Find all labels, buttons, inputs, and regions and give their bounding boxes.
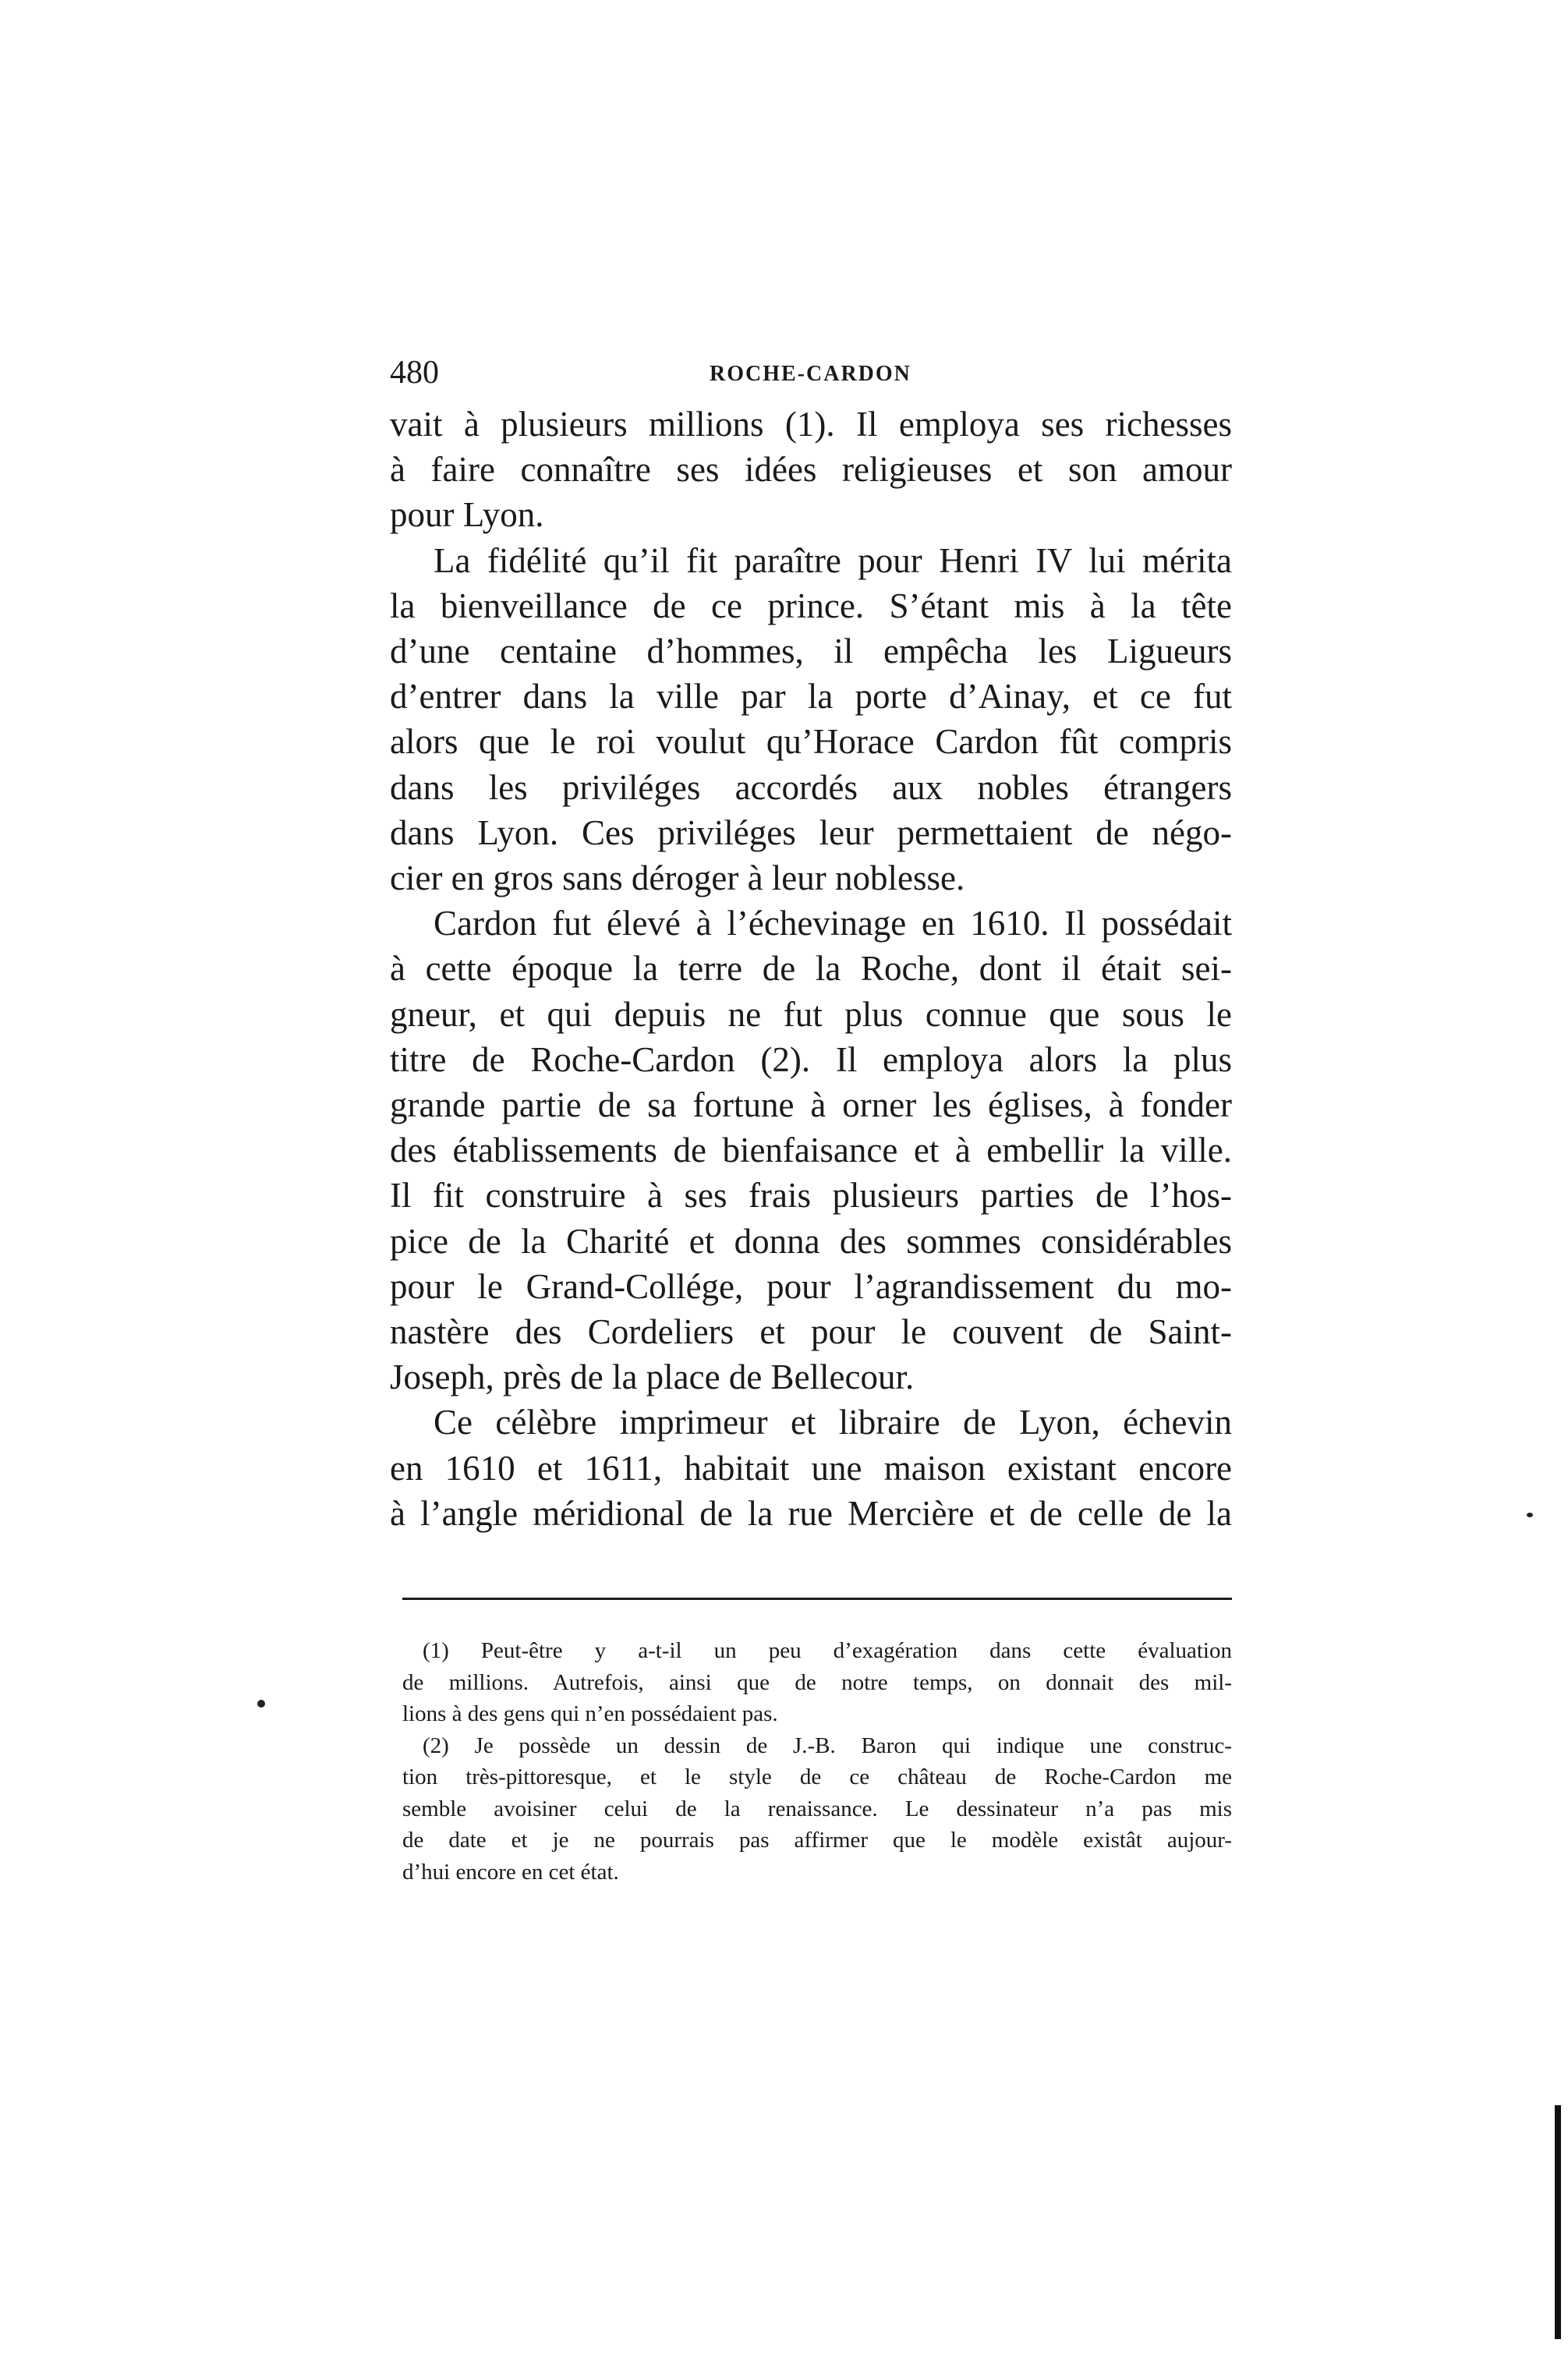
ink-speck	[257, 1700, 265, 1708]
footnote-line: de millions. Autrefois, ainsi que de notre temps, on donnait des mil-	[402, 1669, 1232, 1695]
body-text	[390, 402, 1232, 1536]
paragraph-3	[390, 901, 1232, 1400]
page-header	[390, 349, 1232, 396]
text-line: La fidélité qu’il fit paraître pour Henri IV lui mérita	[434, 540, 1232, 580]
footnote-1	[402, 1635, 1232, 1730]
text-line: titre de Roche-Cardon (2). Il employa alors la plus	[390, 1039, 1232, 1079]
text-line: nastère des Cordeliers et pour le couvent de Saint-	[390, 1312, 1232, 1352]
text-line: à cette époque la terre de la Roche, dont il était sei-	[390, 949, 1232, 989]
text-line: dans Lyon. Ces priviléges leur permettaient de négo-	[390, 812, 1232, 852]
text-line: pour Lyon.	[390, 495, 544, 535]
footnote-line: (1) Peut-être y a-t-il un peu d’exagération dans cette évaluation	[423, 1638, 1232, 1663]
paragraph-4	[390, 1400, 1232, 1536]
page-number: 480	[390, 355, 439, 391]
footnotes	[402, 1635, 1232, 1888]
text-line: en 1610 et 1611, habitait une maison existant encore	[390, 1448, 1232, 1488]
footnote-line: lions à des gens qui n’en possédaient pas.	[402, 1701, 778, 1726]
footnote-line: semble avoisiner celui de la renaissance. Le dessinateur n’a pas mis	[402, 1796, 1232, 1821]
text-line: des établissements de bienfaisance et à embellir la ville.	[390, 1131, 1232, 1170]
text-line: la bienveillance de ce prince. S’étant mis à la tête	[390, 586, 1232, 625]
text-line: d’une centaine d’hommes, il empêcha les Ligueurs	[390, 632, 1232, 671]
text-line: à faire connaître ses idées religieuses et son amour	[390, 450, 1232, 490]
text-line: Joseph, près de la place de Bellecour.	[390, 1357, 915, 1397]
text-line: pice de la Charité et donna des sommes considérables	[390, 1221, 1232, 1261]
text-line: dans les priviléges accordés aux nobles étrangers	[390, 767, 1232, 807]
text-line: vait à plusieurs millions (1). Il employa ses richesses	[390, 405, 1232, 444]
paragraph-2	[390, 538, 1232, 901]
footnote-line: (2) Je possède un dessin de J.-B. Baron qui indique une construc-	[423, 1733, 1232, 1758]
text-line: pour le Grand-Collége, pour l’agrandissement du mo-	[390, 1266, 1232, 1306]
binding-mark	[1555, 2105, 1561, 2339]
footnote-rule	[402, 1598, 1232, 1600]
text-line: gneur, et qui depuis ne fut plus connue que sous le	[390, 994, 1232, 1034]
paragraph-1	[390, 402, 1232, 538]
text-line: Il fit construire à ses frais plusieurs parties de l’hos-	[390, 1176, 1232, 1216]
text-line: d’entrer dans la ville par la porte d’Ainay, et ce fut	[390, 677, 1232, 717]
text-line: grande partie de sa fortune à orner les églises, à fonder	[390, 1085, 1232, 1125]
running-head: ROCHE-CARDON	[710, 362, 911, 386]
text-line: Cardon fut élevé à l’échevinage en 1610. Il possédait	[434, 904, 1232, 943]
footnote-line: d’hui encore en cet état.	[402, 1859, 619, 1885]
footnote-line: de date et je ne pourrais pas affirmer que le modèle existât aujour-	[402, 1828, 1232, 1853]
text-line: alors que le roi voulut qu’Horace Cardon fût compris	[390, 722, 1232, 762]
text-line: cier en gros sans déroger à leur noblesse.	[390, 858, 965, 898]
text-line: Ce célèbre imprimeur et libraire de Lyon, échevin	[434, 1403, 1232, 1442]
footnote-line: tion très-pittoresque, et le style de ce château de Roche-Cardon me	[402, 1764, 1232, 1789]
footnote-2	[402, 1730, 1232, 1888]
ink-speck	[1527, 1513, 1533, 1517]
text-line: à l’angle méridional de la rue Mercière et de celle de la	[390, 1493, 1232, 1533]
